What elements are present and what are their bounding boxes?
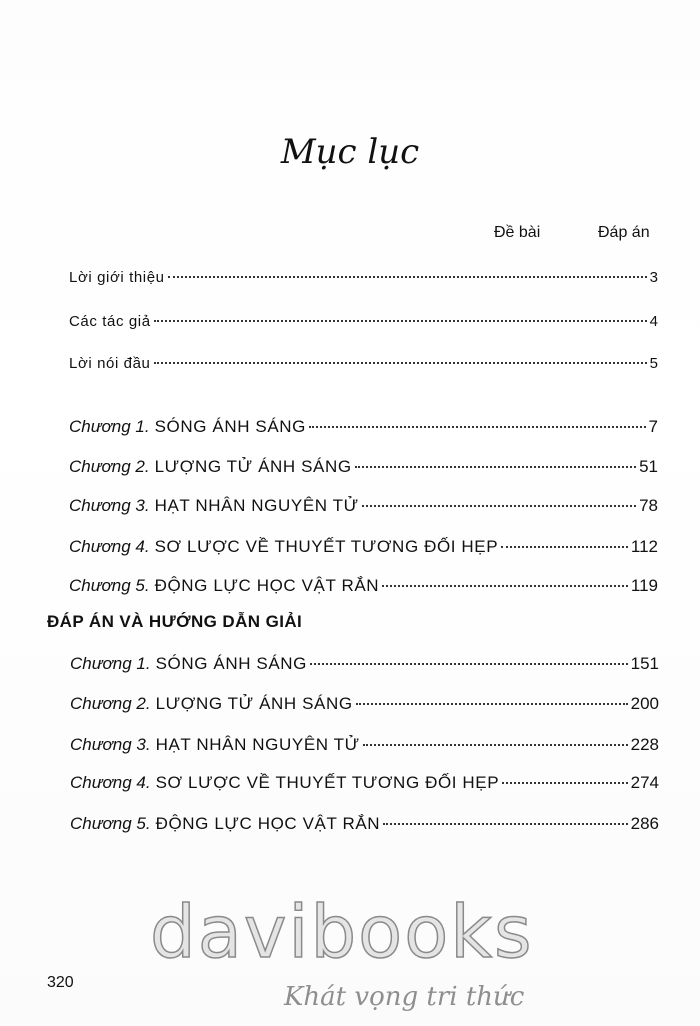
page-title: Mục lục bbox=[280, 132, 420, 172]
watermark-slogan: Khát vọng tri thức bbox=[284, 982, 525, 1012]
chapter-title: SƠ LƯỢC VỀ THUYẾT TƯƠNG ĐỐI HẸP bbox=[154, 537, 499, 556]
dot-leader bbox=[154, 320, 647, 322]
chapter-page: 286 bbox=[630, 814, 659, 833]
dot-leader bbox=[383, 823, 627, 825]
chapter-page: 274 bbox=[630, 773, 659, 792]
toc-chapter-4[interactable] bbox=[69, 535, 658, 559]
chapter-prefix: Chương 5. bbox=[69, 576, 150, 595]
chapter-title: ĐỘNG LỰC HỌC VẬT RẮN bbox=[155, 814, 381, 833]
chapter-page: 228 bbox=[630, 735, 659, 754]
toc-chapter-1[interactable] bbox=[69, 415, 658, 439]
chapter-prefix: Chương 4. bbox=[69, 537, 150, 556]
dot-leader bbox=[154, 362, 647, 364]
toc-answer-1[interactable] bbox=[70, 652, 659, 676]
dot-leader bbox=[355, 466, 636, 468]
toc-entry-label: Lời giới thiệu bbox=[69, 269, 165, 286]
chapter-prefix: Chương 2. bbox=[69, 457, 150, 476]
chapter-prefix: Chương 3. bbox=[70, 735, 151, 754]
dot-leader bbox=[502, 782, 627, 784]
toc-chapter-5[interactable] bbox=[69, 574, 658, 598]
toc-entry-page: 3 bbox=[649, 269, 658, 286]
watermark-brand: davibooks bbox=[150, 890, 534, 974]
chapter-page: 7 bbox=[648, 417, 658, 436]
toc-chapter-2[interactable] bbox=[69, 455, 658, 479]
chapter-prefix: Chương 1. bbox=[69, 417, 150, 436]
column-header-de-bai: Đề bài bbox=[494, 224, 541, 241]
chapter-title: SÓNG ÁNH SÁNG bbox=[155, 654, 307, 673]
toc-entry-loi-gioi-thieu[interactable] bbox=[69, 266, 658, 290]
dot-leader bbox=[168, 276, 647, 278]
chapter-page: 112 bbox=[630, 537, 658, 556]
chapter-title: HẠT NHÂN NGUYÊN TỬ bbox=[154, 496, 359, 515]
dot-leader bbox=[362, 505, 636, 507]
toc-entry-loi-noi-dau[interactable] bbox=[69, 352, 658, 376]
chapter-prefix: Chương 3. bbox=[69, 496, 150, 515]
column-header-dap-an: Đáp án bbox=[598, 224, 650, 241]
chapter-page: 119 bbox=[630, 576, 658, 595]
toc-entry-page: 4 bbox=[649, 313, 658, 330]
chapter-title: SÓNG ÁNH SÁNG bbox=[154, 417, 306, 436]
toc-answer-2[interactable] bbox=[70, 692, 659, 716]
chapter-page: 151 bbox=[630, 654, 659, 673]
chapter-title: HẠT NHÂN NGUYÊN TỬ bbox=[155, 735, 360, 754]
toc-entry-label: Các tác giả bbox=[69, 313, 151, 330]
chapter-page: 200 bbox=[630, 694, 659, 713]
chapter-page: 78 bbox=[639, 496, 658, 515]
chapter-title: ĐỘNG LỰC HỌC VẬT RẮN bbox=[154, 576, 380, 595]
page-number: 320 bbox=[47, 974, 74, 991]
dot-leader bbox=[501, 546, 628, 548]
chapter-prefix: Chương 4. bbox=[70, 773, 151, 792]
dot-leader bbox=[382, 585, 628, 587]
dot-leader bbox=[363, 744, 628, 746]
answers-section-heading: ĐÁP ÁN VÀ HƯỚNG DẪN GIẢI bbox=[47, 612, 303, 631]
toc-entry-page: 5 bbox=[649, 355, 658, 372]
chapter-title: LƯỢNG TỬ ÁNH SÁNG bbox=[154, 457, 352, 476]
toc-answer-5[interactable] bbox=[70, 812, 659, 836]
chapter-prefix: Chương 2. bbox=[70, 694, 151, 713]
toc-answer-3[interactable] bbox=[70, 733, 659, 757]
chapter-prefix: Chương 1. bbox=[70, 654, 151, 673]
dot-leader bbox=[309, 426, 646, 428]
dot-leader bbox=[310, 663, 628, 665]
toc-answer-4[interactable] bbox=[70, 771, 659, 795]
toc-entry-label: Lời nói đầu bbox=[69, 355, 151, 372]
toc-entry-cac-tac-gia[interactable] bbox=[69, 310, 658, 334]
dot-leader bbox=[356, 703, 628, 705]
chapter-title: LƯỢNG TỬ ÁNH SÁNG bbox=[155, 694, 353, 713]
chapter-page: 51 bbox=[639, 457, 658, 476]
toc-chapter-3[interactable] bbox=[69, 494, 658, 518]
chapter-title: SƠ LƯỢC VỀ THUYẾT TƯƠNG ĐỐI HẸP bbox=[155, 773, 500, 792]
chapter-prefix: Chương 5. bbox=[70, 814, 151, 833]
